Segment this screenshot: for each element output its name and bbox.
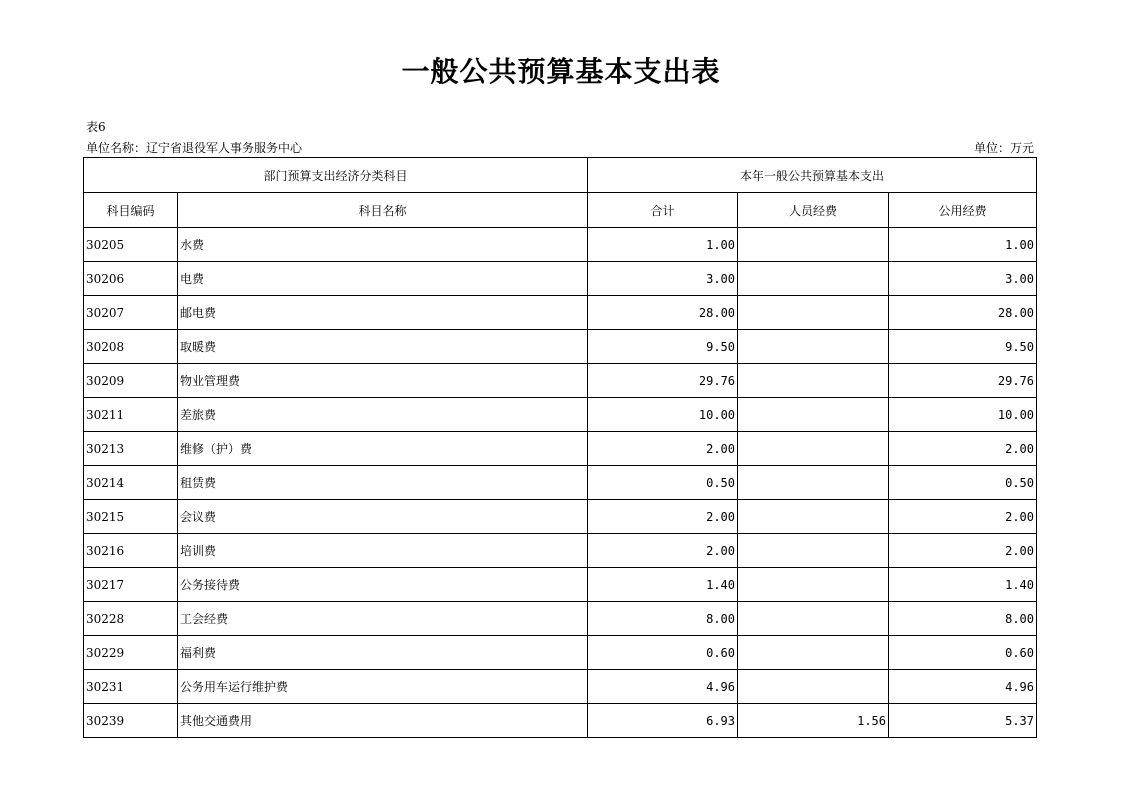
table-number: 表6 [86, 120, 106, 134]
cell-personnel [738, 432, 889, 466]
header-group-expenditure: 本年一般公共预算基本支出 [588, 158, 1037, 193]
cell-code: 30229 [84, 636, 178, 670]
cell-total: 1.40 [588, 568, 738, 602]
cell-total: 0.60 [588, 636, 738, 670]
cell-public: 3.00 [889, 262, 1037, 296]
cell-name: 邮电费 [178, 296, 588, 330]
table-row [84, 296, 1037, 330]
cell-personnel [738, 364, 889, 398]
cell-name: 差旅费 [178, 398, 588, 432]
header-row-group [84, 158, 1037, 193]
table-row [84, 670, 1037, 704]
currency-unit-label: 单位：万元 [973, 141, 1034, 155]
cell-code: 30215 [84, 500, 178, 534]
table-row [84, 500, 1037, 534]
table-row [84, 568, 1037, 602]
cell-public: 2.00 [889, 432, 1037, 466]
table-row [84, 466, 1037, 500]
table-row [84, 398, 1037, 432]
cell-name: 会议费 [178, 500, 588, 534]
table-row [84, 262, 1037, 296]
unit-name-label: 单位名称：辽宁省退役军人事务服务中心 [86, 141, 303, 155]
budget-table [83, 157, 1037, 738]
cell-total: 9.50 [588, 330, 738, 364]
header-personnel: 人员经费 [738, 193, 889, 228]
table-row [84, 534, 1037, 568]
cell-name: 公务用车运行维护费 [178, 670, 588, 704]
table-row [84, 228, 1037, 262]
cell-code: 30214 [84, 466, 178, 500]
cell-total: 6.93 [588, 704, 738, 738]
cell-total: 1.00 [588, 228, 738, 262]
cell-public: 9.50 [889, 330, 1037, 364]
cell-name: 工会经费 [178, 602, 588, 636]
header-group-classification: 部门预算支出经济分类科目 [84, 158, 588, 193]
table-row [84, 636, 1037, 670]
cell-code: 30217 [84, 568, 178, 602]
cell-total: 2.00 [588, 432, 738, 466]
cell-public: 29.76 [889, 364, 1037, 398]
cell-personnel [738, 602, 889, 636]
table-row [84, 364, 1037, 398]
cell-personnel [738, 466, 889, 500]
cell-name: 福利费 [178, 636, 588, 670]
cell-personnel [738, 296, 889, 330]
page-title: 一般公共预算基本支出表 [401, 55, 721, 88]
cell-total: 29.76 [588, 364, 738, 398]
table-row [84, 704, 1037, 738]
cell-total: 2.00 [588, 534, 738, 568]
cell-code: 30208 [84, 330, 178, 364]
cell-personnel [738, 262, 889, 296]
cell-code: 30213 [84, 432, 178, 466]
cell-name: 取暖费 [178, 330, 588, 364]
cell-total: 10.00 [588, 398, 738, 432]
cell-public: 5.37 [889, 704, 1037, 738]
cell-personnel [738, 228, 889, 262]
cell-name: 电费 [178, 262, 588, 296]
header-public: 公用经费 [889, 193, 1037, 228]
cell-public: 0.60 [889, 636, 1037, 670]
cell-public: 8.00 [889, 602, 1037, 636]
cell-personnel [738, 670, 889, 704]
cell-personnel: 1.56 [738, 704, 889, 738]
table-row [84, 432, 1037, 466]
cell-name: 公务接待费 [178, 568, 588, 602]
cell-personnel [738, 568, 889, 602]
cell-personnel [738, 534, 889, 568]
cell-public: 0.50 [889, 466, 1037, 500]
header-row-columns [84, 193, 1037, 228]
table-row [84, 330, 1037, 364]
cell-name: 培训费 [178, 534, 588, 568]
cell-total: 3.00 [588, 262, 738, 296]
header-name: 科目名称 [178, 193, 588, 228]
cell-name: 其他交通费用 [178, 704, 588, 738]
cell-name: 物业管理费 [178, 364, 588, 398]
cell-total: 0.50 [588, 466, 738, 500]
header-code: 科目编码 [84, 193, 178, 228]
cell-code: 30239 [84, 704, 178, 738]
cell-code: 30209 [84, 364, 178, 398]
cell-name: 租赁费 [178, 466, 588, 500]
cell-code: 30206 [84, 262, 178, 296]
cell-code: 30228 [84, 602, 178, 636]
cell-total: 28.00 [588, 296, 738, 330]
cell-personnel [738, 398, 889, 432]
cell-public: 2.00 [889, 534, 1037, 568]
table-row [84, 602, 1037, 636]
cell-code: 30211 [84, 398, 178, 432]
cell-public: 1.40 [889, 568, 1037, 602]
header-total: 合计 [588, 193, 738, 228]
cell-public: 2.00 [889, 500, 1037, 534]
cell-total: 4.96 [588, 670, 738, 704]
cell-personnel [738, 636, 889, 670]
cell-code: 30216 [84, 534, 178, 568]
cell-code: 30207 [84, 296, 178, 330]
cell-personnel [738, 330, 889, 364]
cell-personnel [738, 500, 889, 534]
cell-name: 维修（护）费 [178, 432, 588, 466]
cell-name: 水费 [178, 228, 588, 262]
cell-public: 1.00 [889, 228, 1037, 262]
cell-total: 8.00 [588, 602, 738, 636]
cell-total: 2.00 [588, 500, 738, 534]
cell-code: 30205 [84, 228, 178, 262]
cell-public: 28.00 [889, 296, 1037, 330]
cell-public: 10.00 [889, 398, 1037, 432]
cell-public: 4.96 [889, 670, 1037, 704]
cell-code: 30231 [84, 670, 178, 704]
